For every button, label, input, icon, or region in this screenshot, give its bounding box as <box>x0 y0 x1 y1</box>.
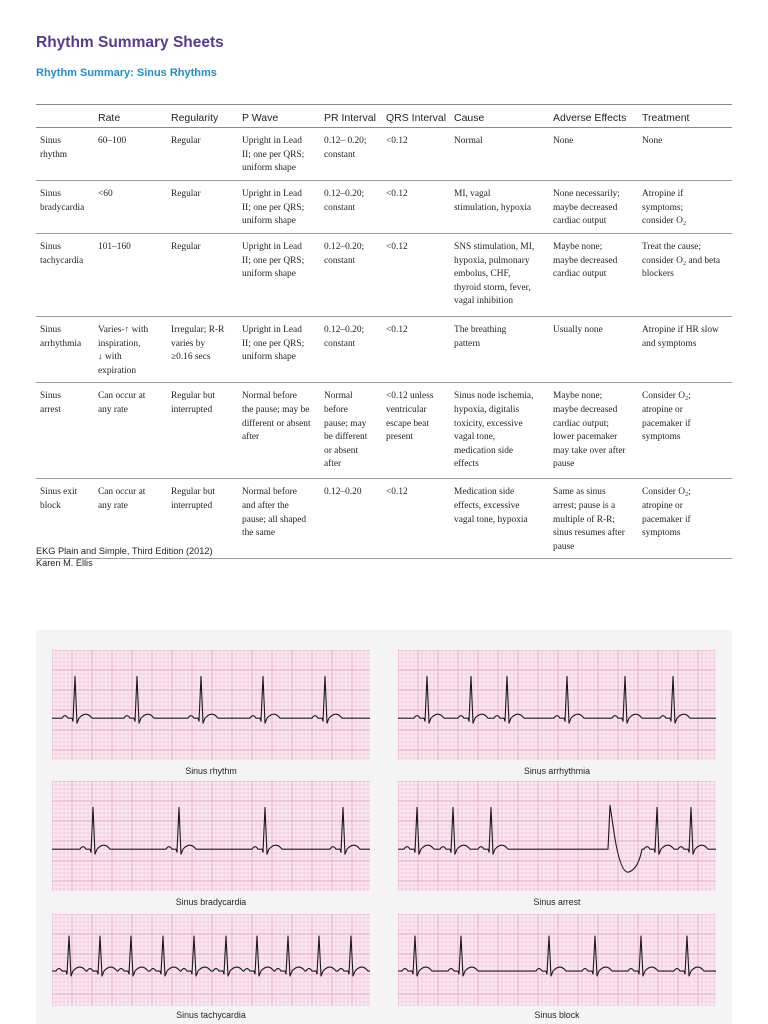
regularity-cell: Regular <box>168 234 239 317</box>
attribution <box>36 545 213 569</box>
table-row <box>36 234 732 317</box>
regularity-cell: Regular <box>168 128 239 181</box>
page-title: Rhythm Summary Sheets <box>36 34 224 51</box>
qrs-interval-cell: <0.12 <box>383 181 451 234</box>
column-header: Regularity <box>168 105 239 128</box>
rate-cell: 60–100 <box>95 128 168 181</box>
ekg-grid-background <box>398 781 716 891</box>
rhythm-name-cell: Sinus exit block <box>36 479 95 559</box>
ekg-strips-panel <box>36 630 732 1024</box>
ekg-trace-sinus-rhythm <box>52 650 370 760</box>
column-header: QRS Interval <box>383 105 451 128</box>
adverse-effects-cell: None <box>550 128 639 181</box>
strip-label: Sinus bradycardia <box>175 897 247 907</box>
pr-interval-cell: 0.12–0.20; constant <box>321 181 383 234</box>
rhythm-name-cell: Sinus bradycardia <box>36 181 95 234</box>
treatment-cell: Consider O₂; atropine or pacemaker if symptoms <box>639 479 732 559</box>
ekg-grid-background <box>52 781 370 891</box>
column-header: Treatment <box>639 105 732 128</box>
rhythm-summary-table <box>36 104 732 559</box>
column-header: Rate <box>95 105 168 128</box>
strip-label: Sinus arrhythmia <box>523 766 590 776</box>
column-header: PR Interval <box>321 105 383 128</box>
cause-cell: Medication side effects, excessive vagal tone, hypoxia <box>451 479 550 559</box>
adverse-effects-cell: None necessarily; maybe decreased cardiac output <box>550 181 639 234</box>
regularity-cell: Regular but interrupted <box>168 383 239 479</box>
ekg-strip-sinus-bradycardia <box>52 781 370 911</box>
strip-label: Sinus arrest <box>533 897 581 907</box>
ekg-strip-sinus-arrest <box>398 781 716 911</box>
ekg-strip-sinus-arrhythmia <box>398 650 716 780</box>
adverse-effects-cell: Maybe none; maybe decreased cardiac output; lower pacemaker may take over after pause <box>550 383 639 479</box>
pr-interval-cell: 0.12–0.20 <box>321 479 383 559</box>
p-wave-cell: Upright in Lead II; one per QRS; uniform shape <box>239 234 321 317</box>
rate-cell: Can occur at any rate <box>95 479 168 559</box>
rate-cell: 101–160 <box>95 234 168 317</box>
column-header <box>36 105 95 128</box>
cause-cell: Normal <box>451 128 550 181</box>
rate-cell: <60 <box>95 181 168 234</box>
regularity-cell: Irregular; R-R varies by ≥0.16 secs <box>168 317 239 383</box>
table-row <box>36 383 732 479</box>
treatment-cell: Treat the cause; consider O₂ and beta blockers <box>639 234 732 317</box>
adverse-effects-cell: Maybe none; maybe decreased cardiac output <box>550 234 639 317</box>
ekg-trace-sinus-block <box>398 914 716 1006</box>
pr-interval-cell: 0.12– 0.20; constant <box>321 128 383 181</box>
pr-interval-cell: 0.12–0.20; constant <box>321 317 383 383</box>
cause-cell: MI, vagal stimulation, hypoxia <box>451 181 550 234</box>
table-row <box>36 128 732 181</box>
ekg-grid-background <box>398 914 716 1006</box>
attribution-source: EKG Plain and Simple, Third Edition (2012) <box>36 546 213 556</box>
ekg-grid-background <box>52 650 370 760</box>
column-header: Adverse Effects <box>550 105 639 128</box>
pr-interval-cell: 0.12–0.20; constant <box>321 234 383 317</box>
attribution-author: Karen M. Ellis <box>36 558 93 568</box>
ekg-trace-sinus-tachycardia <box>52 914 370 1006</box>
ekg-strip-sinus-block <box>398 914 716 1024</box>
ekg-grid-background <box>398 650 716 760</box>
ekg-strip-sinus-rhythm <box>52 650 370 780</box>
rhythm-name-cell: Sinus tachycardia <box>36 234 95 317</box>
table-header-row <box>36 105 732 128</box>
p-wave-cell: Upright in Lead II; one per QRS; uniform shape <box>239 181 321 234</box>
table-row <box>36 181 732 234</box>
column-header: P Wave <box>239 105 321 128</box>
qrs-interval-cell: <0.12 <box>383 317 451 383</box>
rhythm-name-cell: Sinus arrhythmia <box>36 317 95 383</box>
table-row <box>36 317 732 383</box>
cause-cell: Sinus node ischemia, hypoxia, digitalis toxicity, excessive vagal tone, medication side effects <box>451 383 550 479</box>
ekg-strip-sinus-tachycardia <box>52 914 370 1024</box>
adverse-effects-cell: Same as sinus arrest; pause is a multiple of R-R; sinus resumes after pause <box>550 479 639 559</box>
p-wave-cell: Upright in Lead II; one per QRS; uniform shape <box>239 128 321 181</box>
adverse-effects-cell: Usually none <box>550 317 639 383</box>
qrs-interval-cell: <0.12 <box>383 479 451 559</box>
column-header: Cause <box>451 105 550 128</box>
rate-cell: Can occur at any rate <box>95 383 168 479</box>
rhythm-name-cell: Sinus rhythm <box>36 128 95 181</box>
treatment-cell: Consider O₂; atropine or pacemaker if symptoms <box>639 383 732 479</box>
strip-label: Sinus block <box>534 1010 580 1020</box>
treatment-cell: None <box>639 128 732 181</box>
treatment-cell: Atropine if symptoms; consider O₂ <box>639 181 732 234</box>
treatment-cell: Atropine if HR slow and symptoms <box>639 317 732 383</box>
ekg-trace-sinus-bradycardia <box>52 781 370 891</box>
ekg-trace-sinus-arrhythmia <box>398 650 716 760</box>
strip-label: Sinus tachycardia <box>176 1010 246 1020</box>
ekg-grid-background <box>52 914 370 1006</box>
regularity-cell: Regular but interrupted <box>168 479 239 559</box>
page-subtitle: Rhythm Summary: Sinus Rhythms <box>36 67 217 79</box>
qrs-interval-cell: <0.12 <box>383 234 451 317</box>
p-wave-cell: Normal before and after the pause; all shaped the same <box>239 479 321 559</box>
cause-cell: The breathing pattern <box>451 317 550 383</box>
qrs-interval-cell: <0.12 unless ventricular escape beat present <box>383 383 451 479</box>
regularity-cell: Regular <box>168 181 239 234</box>
rate-cell: Varies-↑ with inspiration, ↓ with expiration <box>95 317 168 383</box>
strip-label: Sinus rhythm <box>185 766 237 776</box>
ekg-trace-sinus-arrest <box>398 781 716 891</box>
cause-cell: SNS stimulation, MI, hypoxia, pulmonary embolus, CHF, thyroid storm, fever, vagal inhibition <box>451 234 550 317</box>
p-wave-cell: Normal before the pause; may be different or absent after <box>239 383 321 479</box>
pr-interval-cell: Normal before pause; may be different or absent after <box>321 383 383 479</box>
qrs-interval-cell: <0.12 <box>383 128 451 181</box>
rhythm-name-cell: Sinus arrest <box>36 383 95 479</box>
p-wave-cell: Upright in Lead II; one per QRS; uniform shape <box>239 317 321 383</box>
